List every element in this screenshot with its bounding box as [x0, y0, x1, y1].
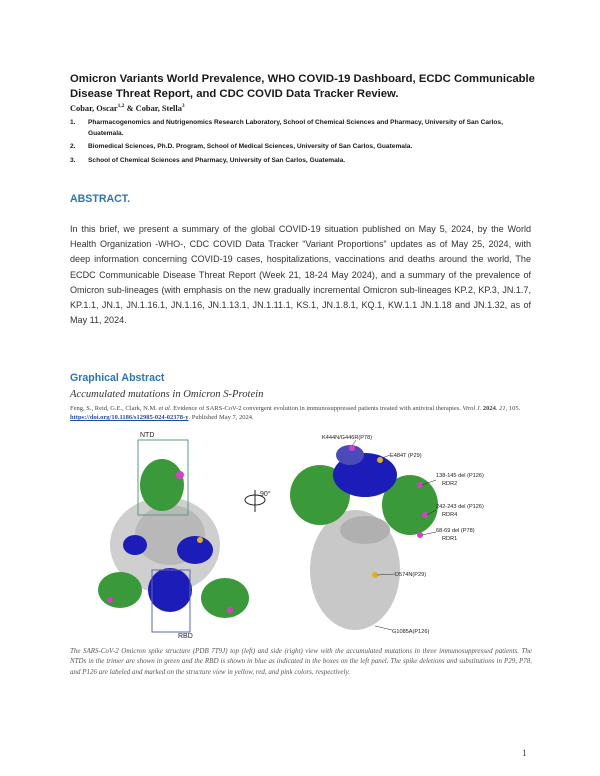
ntd-label: NTD	[140, 432, 155, 439]
mutation-label: RDR2	[442, 481, 458, 487]
mutation-label: RDR1	[442, 536, 458, 542]
citation-journal: Virol J.	[462, 405, 482, 412]
figure-caption: The SARS-CoV-2 Omicron spike structure (PDB 7T9J) top (left) and side (right) view with the accumulated mutations in three immunosuppressed patients. The NTDs in the trimer are shown in green and the RBD is shown in blue as indicated in the boxes on the left panel. The spike deletions and substitutions in P29, P78, and P126 are labeled and marked on the structure view in yellow, red, and pink colors, respectively.	[70, 647, 532, 676]
mutation-label: RDR4	[442, 512, 458, 518]
affiliation-item	[70, 118, 540, 139]
affiliation-text: School of Chemical Sciences and Pharmacy, University of San Carlos, Guatemala.	[88, 156, 346, 164]
affiliations-list	[70, 118, 540, 169]
mutation-marker	[176, 471, 184, 479]
spike-structure-illustration	[90, 430, 515, 640]
rotation-label: 90°	[260, 491, 271, 498]
mutation-label: D574N(P29)	[395, 572, 427, 578]
mutation-marker	[197, 537, 203, 543]
citation-pages: 105.	[507, 405, 521, 412]
author-1: Cobar, Oscar	[70, 103, 118, 113]
top-view-structure	[98, 432, 249, 640]
citation-text: . Evidence of SARS-CoV-2 convergent evolution in immunosuppressed patients treated with antiviral therapies.	[169, 405, 463, 412]
author-1-sup: 1,2	[117, 103, 125, 109]
affiliation-number: 1.	[70, 119, 76, 126]
affiliation-text: Biomedical Sciences, Ph.D. Program, School of Medical Sciences, University of San Carlos, Guatemala.	[88, 143, 413, 150]
mutation-marker	[227, 607, 233, 613]
mutation-label: E484T (P29)	[390, 453, 422, 459]
citation-year: 2024	[481, 405, 496, 412]
citation-doi-link[interactable]: https://doi.org/10.1186/s12985-024-02378-y	[70, 414, 189, 421]
label-leader	[422, 532, 436, 535]
spike-structure-figure	[90, 430, 515, 640]
label-leader	[375, 626, 392, 630]
rotation-indicator	[245, 490, 271, 512]
mutation-label: 138-145 del (P126)	[436, 473, 484, 479]
side-view-core	[340, 516, 390, 544]
rbd-right	[177, 536, 213, 564]
figure-title: Accumulated mutations in Omicron S-Protein	[70, 389, 264, 400]
affiliation-item	[70, 156, 540, 167]
label-leader	[382, 455, 390, 458]
figure-citation	[70, 404, 532, 422]
citation-authors: Feng, S., Reid, G.E., Clark, N.M.	[70, 405, 159, 412]
author-2: Cobar, Stella	[135, 103, 182, 113]
affiliation-number: 3.	[70, 156, 76, 164]
citation-etal: et al	[158, 405, 170, 412]
abstract-heading: ABSTRACT.	[70, 193, 131, 205]
page-title: Omicron Variants World Prevalence, WHO COVID-19 Dashboard, ECDC Communicable Disease Threat Report, and CDC COVID Data Tracker Review.	[70, 73, 535, 100]
side-view-structure	[290, 435, 484, 635]
page-number: 1	[522, 748, 527, 758]
affiliation-number: 2.	[70, 143, 76, 150]
mutation-label: 68-69 del (P78)	[436, 528, 475, 534]
mutation-label: G1085A(P126)	[392, 629, 430, 635]
graphical-abstract-heading: Graphical Abstract	[70, 372, 165, 384]
authors	[70, 103, 185, 113]
affiliation-text: Pharmacogenomics and Nutrigenomics Research Laboratory, School of Chemical Sciences and Pharmacy, University of San Carlos, Guatemala.	[88, 119, 503, 137]
rbd-label: RBD	[178, 633, 193, 640]
ntd-right	[201, 578, 249, 618]
author-joiner: &	[124, 103, 136, 113]
affiliation-item	[70, 142, 540, 153]
rbd-left	[123, 535, 147, 555]
ntd-left	[98, 572, 142, 608]
mutation-label: 242-243 del (P126)	[436, 504, 484, 510]
ntd-top	[140, 459, 184, 511]
rbd-bottom	[148, 568, 192, 612]
citation-volume: . 21,	[495, 405, 508, 412]
mutation-marker	[107, 597, 113, 603]
mutation-label: K444N/G446R(P78)	[322, 435, 373, 441]
abstract-text: In this brief, we present a summary of the global COVID-19 situation published on May 5, 2024, by the World Health Organization -WHO-, CDC COVID Data Tracker “Variant Proportions” updates as of May 25, 2024, with deep information concerning COVID-19 cases, hospitalizations, vaccinations and deaths around the world, The ECDC Communicable Disease Threat Report (Week 21, 18-24 May 2024), and a summary of the prevalence of Omicron sub-lineages (with emphasis on the new gradually incremental Omicron sub-lineages KP.2, KP.3, JN.1.7, KP.1.1, JN.1, JN.1.16.1, JN.1.16, JN.1.13.1, JN.1.11.1, KS.1, JN.1.8.1, KQ.1, KW.1.1 JN.1.18 and JN.1.32, as of May 11, 2024.	[70, 224, 531, 326]
citation-published: . Published May 7, 2024.	[188, 414, 254, 421]
author-2-sup: 3	[181, 103, 185, 109]
